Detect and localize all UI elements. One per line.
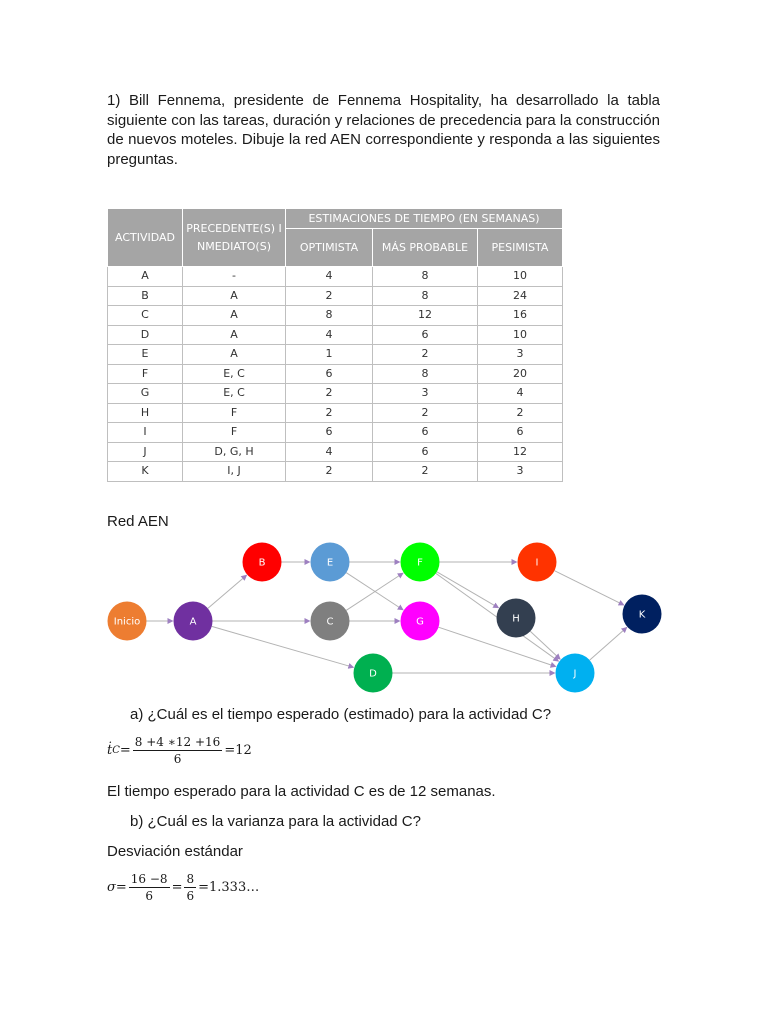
cell-predecessors: A [183,286,286,306]
cell-predecessors: A [183,345,286,365]
cell-activity: E [108,345,183,365]
formula-a-equals: = [119,743,131,758]
node-a [174,602,213,641]
table-row [108,442,563,462]
table-row [108,267,563,287]
cell-pessimistic: 4 [478,384,563,404]
formula-b-denominator-1: 6 [145,889,153,903]
cell-optimistic: 4 [286,442,373,462]
formula-expected-time [107,734,252,767]
cell-predecessors: E, C [183,384,286,404]
node-label: Inicio [113,616,141,628]
cell-most-probable: 6 [373,442,478,462]
question-a: a) ¿Cuál es el tiempo esperado (estimado) para la actividad C? [130,706,552,723]
node-c [311,602,350,641]
cell-most-probable: 8 [373,364,478,384]
table-row [108,345,563,365]
cell-activity: J [108,442,183,462]
cell-most-probable: 8 [373,286,478,306]
cell-activity: H [108,403,183,423]
cell-optimistic: 2 [286,462,373,482]
cell-most-probable: 2 [373,403,478,423]
std-deviation-label: Desviación estándar [107,843,243,860]
cell-optimistic: 4 [286,325,373,345]
formula-b-fraction-1 [129,871,170,904]
cell-predecessors: F [183,403,286,423]
cell-predecessors: A [183,325,286,345]
cell-optimistic: 2 [286,384,373,404]
table-row [108,286,563,306]
cell-optimistic: 6 [286,423,373,443]
formula-a-numerator: 8 +4 ∗12 +16 [134,735,221,749]
header-optimistic: OPTIMISTA [286,229,373,267]
edge-i-k [554,571,623,605]
cell-predecessors: - [183,267,286,287]
cell-optimistic: 2 [286,403,373,423]
node-k [623,595,662,634]
formula-a-subscript: C [112,745,120,756]
node-label: B [258,557,266,569]
edge-h-j [530,631,560,659]
table-row [108,306,563,326]
node-g [401,602,440,641]
formula-b-numerator-2: 8 [186,872,195,886]
cell-most-probable: 6 [373,325,478,345]
node-label: K [638,609,646,621]
formula-b-denominator-2: 6 [186,889,195,903]
cell-activity: G [108,384,183,404]
activity-table [107,208,563,482]
cell-most-probable: 3 [373,384,478,404]
cell-pessimistic: 6 [478,423,563,443]
node-h [497,599,536,638]
cell-pessimistic: 10 [478,267,563,287]
cell-optimistic: 8 [286,306,373,326]
cell-activity: C [108,306,183,326]
cell-pessimistic: 20 [478,364,563,384]
formula-a-result: =12 [224,743,252,758]
header-most-probable: MÁS PROBABLE [373,229,478,267]
table-row [108,403,563,423]
aen-network-diagram [0,535,768,700]
formula-a-denominator: 6 [173,752,182,766]
table-row [108,364,563,384]
cell-predecessors: A [183,306,286,326]
network-title: Red AEN [107,513,169,530]
table-row [108,423,563,443]
cell-activity: A [108,267,183,287]
table-body [108,267,563,482]
answer-a: El tiempo esperado para la actividad C es de 12 semanas. [107,783,496,800]
cell-predecessors: I, J [183,462,286,482]
cell-activity: B [108,286,183,306]
formula-a-fraction [133,734,223,767]
formula-b-numerator-1: 16 −8 [130,872,168,886]
edge-f-h [437,572,498,608]
cell-predecessors: F [183,423,286,443]
question-b: b) ¿Cuál es la varianza para la actividad C? [130,813,421,830]
node-label: D [369,668,377,680]
node-label: E [326,557,334,569]
node-i [518,543,557,582]
formula-b-fraction-2 [184,871,196,904]
cell-pessimistic: 12 [478,442,563,462]
node-f [401,543,440,582]
table-row [108,384,563,404]
cell-activity: D [108,325,183,345]
node-label: H [512,613,520,625]
node-d [354,654,393,693]
cell-optimistic: 2 [286,286,373,306]
edge-j-k [590,628,627,661]
cell-most-probable: 8 [373,267,478,287]
cell-predecessors: D, G, H [183,442,286,462]
edge-a-b [208,575,247,608]
header-pessimistic: PESIMISTA [478,229,563,267]
header-predecessors: PRECEDENTE(S) INMEDIATO(S) [183,209,286,267]
cell-pessimistic: 2 [478,403,563,423]
cell-activity: K [108,462,183,482]
cell-activity: F [108,364,183,384]
node-label: C [326,616,334,628]
header-activity: ACTIVIDAD [108,209,183,267]
formula-b-equals-2: = [171,880,183,895]
node-label: I [535,557,539,569]
node-label: A [189,616,197,628]
cell-pessimistic: 3 [478,345,563,365]
node-b [243,543,282,582]
cell-activity: I [108,423,183,443]
cell-pessimistic: 3 [478,462,563,482]
node-label: G [416,616,424,628]
cell-most-probable: 6 [373,423,478,443]
node-label: F [417,557,423,569]
cell-pessimistic: 10 [478,325,563,345]
node-j [556,654,595,693]
node-inicio [108,602,147,641]
cell-optimistic: 6 [286,364,373,384]
node-label: J [573,668,577,680]
cell-most-probable: 2 [373,462,478,482]
formula-b-lhs: σ [107,880,116,895]
cell-optimistic: 4 [286,267,373,287]
cell-pessimistic: 16 [478,306,563,326]
table-row [108,325,563,345]
node-e [311,543,350,582]
cell-most-probable: 2 [373,345,478,365]
header-estimates: ESTIMACIONES DE TIEMPO (EN SEMANAS) [286,209,563,229]
cell-pessimistic: 24 [478,286,563,306]
formula-b-result: =1.333… [198,880,260,895]
cell-optimistic: 1 [286,345,373,365]
formula-std-deviation [107,871,259,904]
table-row [108,462,563,482]
formula-a-lhs: ṫ [107,743,113,758]
cell-most-probable: 12 [373,306,478,326]
cell-predecessors: E, C [183,364,286,384]
problem-statement: 1) Bill Fennema, presidente de Fennema Hospitality, ha desarrollado la tabla siguiente con las tareas, duración y relaciones de precedencia para la construcción de nuevos moteles. Dibuje la red AEN correspondiente y responda a las siguientes preguntas. [107,92,660,168]
formula-b-equals: = [115,880,127,895]
